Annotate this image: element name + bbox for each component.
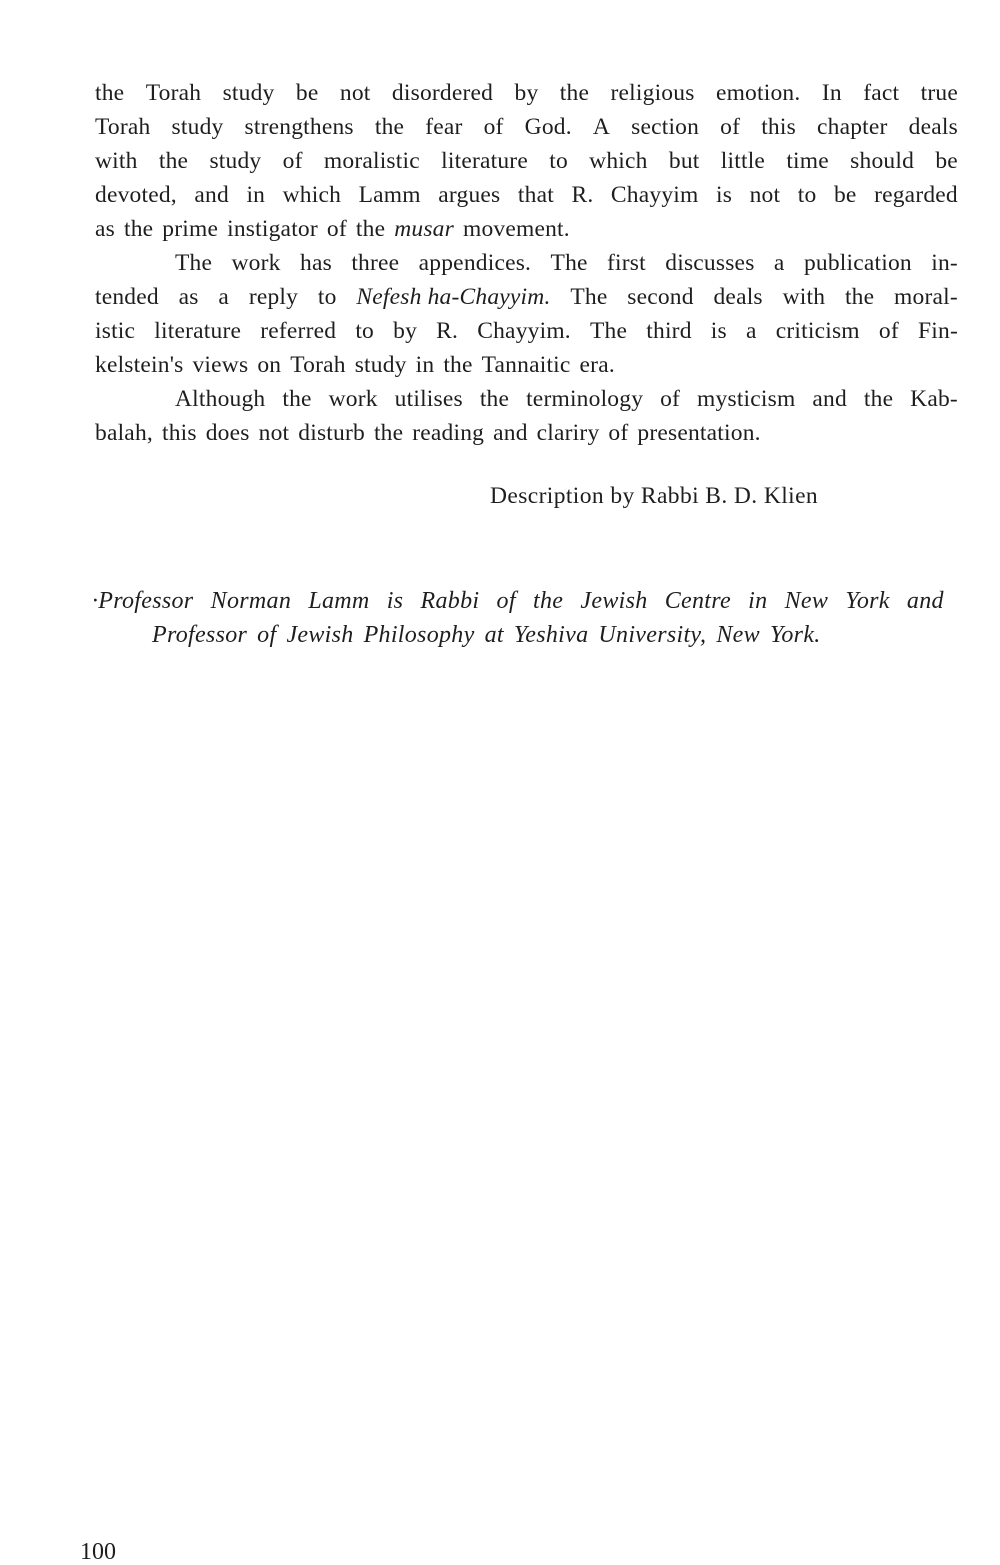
word: Yeshiva — [513, 622, 589, 648]
word: religious — [610, 80, 695, 106]
word: disturb — [298, 420, 365, 446]
word: to — [355, 318, 374, 344]
word: to — [317, 284, 337, 310]
word: be — [935, 148, 958, 174]
word: of — [257, 622, 277, 648]
word: clariry — [536, 420, 600, 446]
word: New — [716, 622, 760, 648]
word: literature — [154, 318, 242, 344]
word: disordered — [391, 80, 494, 106]
word: mysticism — [697, 386, 796, 412]
word: at — [484, 622, 504, 648]
word: deals — [908, 114, 958, 140]
word: In — [821, 80, 842, 106]
word: The — [590, 318, 628, 344]
word: work — [328, 386, 378, 412]
word: of — [608, 420, 629, 446]
word: musar — [394, 216, 454, 242]
text-line — [95, 280, 958, 314]
word: utilises — [394, 386, 463, 412]
word: reply — [248, 284, 299, 310]
word: tended — [95, 284, 159, 310]
word: in — [748, 588, 768, 614]
word: views — [192, 352, 249, 378]
word: is — [710, 318, 727, 344]
word: a — [745, 318, 757, 344]
word: of — [720, 114, 741, 140]
word: is — [386, 588, 404, 614]
word: regarded — [874, 182, 958, 208]
word: fear — [425, 114, 463, 140]
paragraph-3 — [95, 382, 958, 450]
word: Philosophy — [363, 622, 475, 648]
word: movement. — [462, 216, 570, 242]
text-line — [95, 416, 958, 450]
word: which — [589, 148, 648, 174]
word: emotion. — [715, 80, 801, 106]
word: Rabbi — [420, 588, 480, 614]
word: the — [443, 352, 473, 378]
word: of — [483, 114, 504, 140]
word: the — [863, 386, 894, 412]
word: study — [354, 352, 407, 378]
word: Jewish — [286, 622, 354, 648]
word: third — [646, 318, 692, 344]
word: not — [258, 420, 290, 446]
word: time — [786, 148, 829, 174]
text-line — [95, 144, 958, 178]
word: The — [570, 284, 608, 310]
word: a — [218, 284, 230, 310]
word: the — [479, 386, 510, 412]
word: argues — [438, 182, 501, 208]
word: study — [222, 80, 275, 106]
word: instigator — [227, 216, 318, 242]
text-line — [95, 76, 958, 110]
word: era. — [579, 352, 615, 378]
word: Lamm — [308, 588, 370, 614]
word: three — [351, 250, 400, 276]
word: the — [158, 148, 189, 174]
word: Although — [175, 386, 266, 412]
word: and — [194, 182, 229, 208]
word: Nefesh ha-Chayyim. — [356, 284, 551, 310]
text-line — [95, 382, 958, 416]
word: referred — [260, 318, 337, 344]
paragraph-1 — [95, 76, 958, 246]
body-text — [95, 76, 958, 450]
word: devoted, — [95, 182, 177, 208]
word: study — [209, 148, 262, 174]
word: work — [231, 250, 281, 276]
text-line — [95, 110, 958, 144]
word: the — [374, 114, 405, 140]
word: the — [282, 386, 312, 412]
word: of — [878, 318, 899, 344]
word: Fin- — [918, 318, 958, 344]
word: not — [749, 182, 781, 208]
word: Centre — [664, 588, 731, 614]
word: be — [295, 80, 319, 106]
word: little — [720, 148, 766, 174]
word: the — [373, 420, 404, 446]
word: publication — [803, 250, 912, 276]
text-line — [95, 212, 958, 246]
word: Norman — [210, 588, 292, 614]
signature-line: Description by Rabbi B. D. Klien — [490, 483, 819, 509]
word: R. — [571, 182, 594, 208]
word: University, — [598, 622, 707, 648]
word: on — [257, 352, 282, 378]
word: should — [850, 148, 915, 174]
word: A — [592, 114, 611, 140]
author-footnote — [92, 584, 944, 652]
word: be — [833, 182, 857, 208]
word: and — [493, 420, 528, 446]
word: by — [393, 318, 418, 344]
word: of — [282, 148, 303, 174]
word: Professor — [152, 622, 248, 648]
word: to — [797, 182, 817, 208]
word: the — [559, 80, 590, 106]
word: terminology — [526, 386, 644, 412]
word: appendices. — [418, 250, 532, 276]
word: chapter — [817, 114, 888, 140]
word: as — [95, 216, 115, 242]
word: ·Professor — [92, 588, 194, 614]
word: The — [550, 250, 588, 276]
word: that — [517, 182, 554, 208]
word: the — [355, 216, 386, 242]
word: and — [812, 386, 847, 412]
text-line — [95, 178, 958, 212]
word: istic — [95, 318, 136, 344]
word: Jewish — [580, 588, 648, 614]
word: deals — [713, 284, 763, 310]
word: strengthens — [244, 114, 354, 140]
text-line — [95, 348, 958, 382]
word: which — [282, 182, 342, 208]
word: New — [784, 588, 829, 614]
word: this — [761, 114, 796, 140]
word: by — [514, 80, 539, 106]
word: Torah — [95, 114, 151, 140]
word: York. — [769, 622, 821, 648]
word: the — [123, 216, 154, 242]
paragraph-2 — [95, 246, 958, 382]
word: moralistic — [323, 148, 420, 174]
word: the — [95, 80, 125, 106]
word: God. — [524, 114, 572, 140]
word: prime — [162, 216, 219, 242]
text-line — [95, 246, 958, 280]
page-number: 100 — [80, 1539, 116, 1565]
word: kelstein's — [95, 352, 184, 378]
word: R. — [436, 318, 459, 344]
word: Kab- — [910, 386, 958, 412]
word: as — [178, 284, 199, 310]
word: in — [415, 352, 435, 378]
word: Tannaitic — [481, 352, 571, 378]
word: The — [175, 250, 213, 276]
word: reading — [412, 420, 485, 446]
word: Torah — [290, 352, 346, 378]
word: not — [339, 80, 371, 106]
word: but — [668, 148, 700, 174]
word: literature — [441, 148, 528, 174]
word: York — [845, 588, 890, 614]
word: is — [716, 182, 733, 208]
word: Torah — [145, 80, 202, 106]
word: in — [246, 182, 266, 208]
word: and — [906, 588, 944, 614]
word: of — [496, 588, 516, 614]
word: second — [627, 284, 694, 310]
word: balah, — [95, 420, 153, 446]
word: study — [171, 114, 224, 140]
footnote-line — [92, 618, 944, 652]
word: does — [205, 420, 250, 446]
word: this — [161, 420, 197, 446]
word: criticism — [775, 318, 860, 344]
word: first — [607, 250, 646, 276]
word: of — [326, 216, 347, 242]
word: the — [844, 284, 875, 310]
word: true — [920, 80, 958, 106]
word: with — [95, 148, 138, 174]
word: to — [549, 148, 568, 174]
word: section — [631, 114, 700, 140]
footnote-line — [92, 584, 944, 618]
word: a — [773, 250, 785, 276]
word: of — [660, 386, 681, 412]
word: discusses — [665, 250, 755, 276]
word: presentation. — [637, 420, 761, 446]
word: the — [533, 588, 564, 614]
word: Lamm — [358, 182, 421, 208]
word: Chayyim — [610, 182, 699, 208]
word: in- — [931, 250, 958, 276]
word: moral- — [894, 284, 958, 310]
word: with — [782, 284, 826, 310]
word: Chayyim. — [477, 318, 571, 344]
text-line — [95, 314, 958, 348]
word: fact — [863, 80, 900, 106]
word: has — [300, 250, 332, 276]
